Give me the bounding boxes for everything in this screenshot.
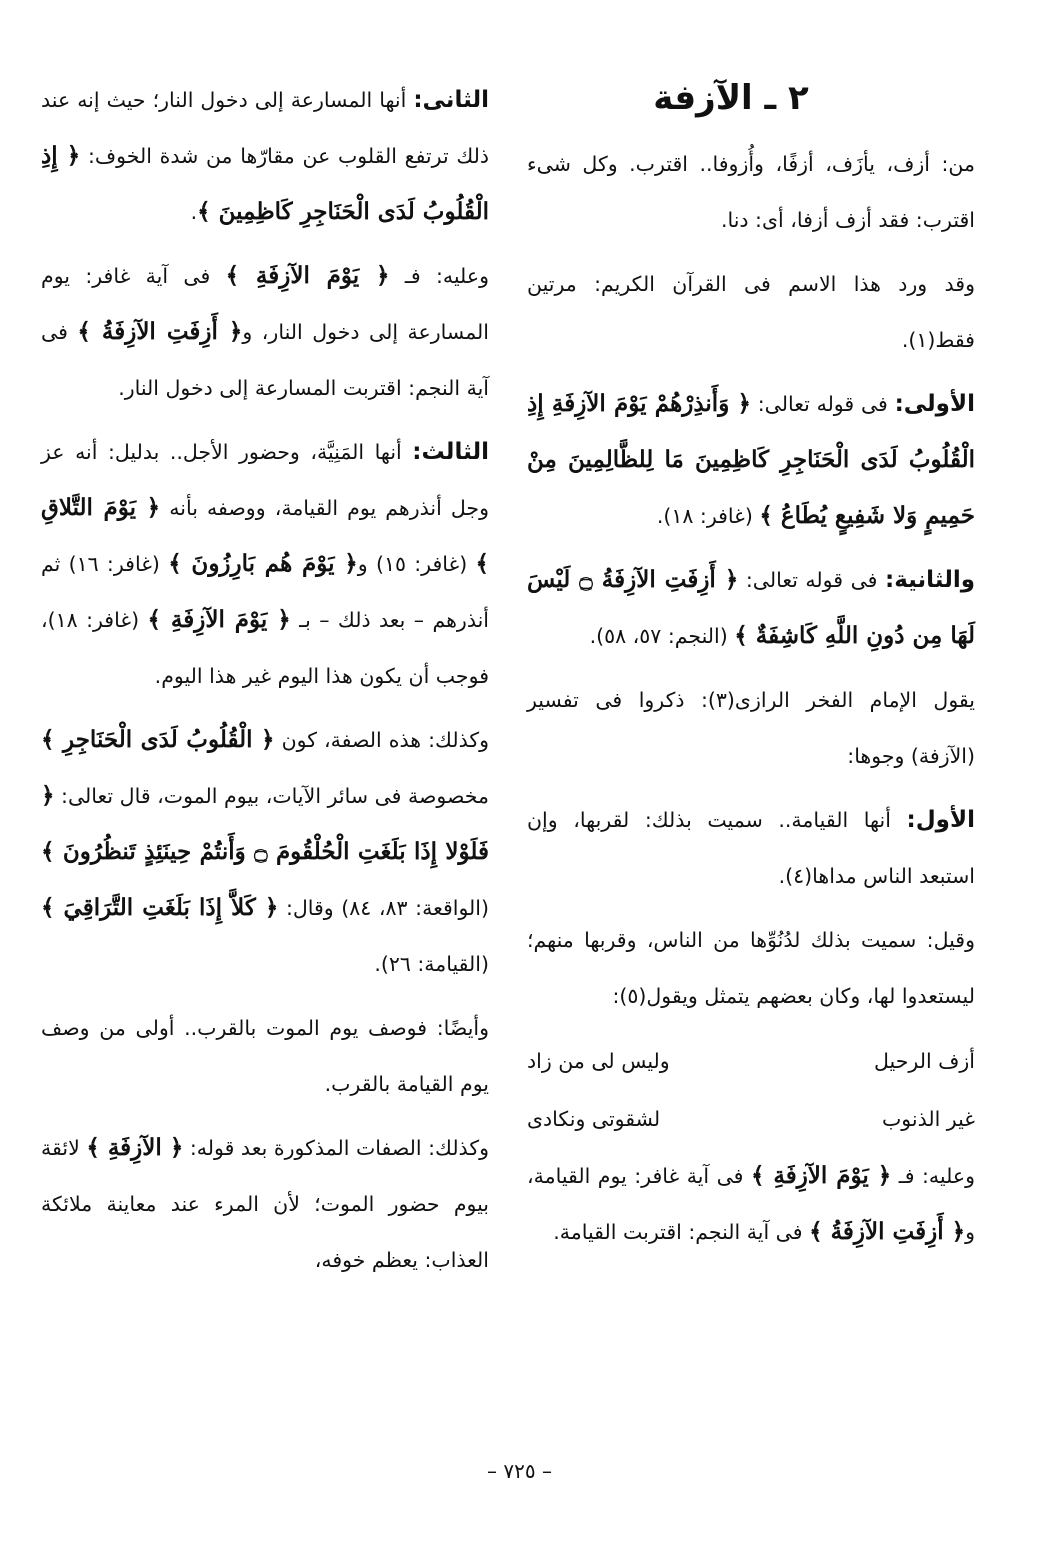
body-text: فى قوله تعالى: — [738, 568, 885, 592]
lead-word: الثالث: — [412, 439, 489, 465]
poem-line-1 — [527, 1032, 975, 1090]
quran-verse: ﴿ إِذِ الْقُلُوبُ لَدَى الْحَنَاجِرِ كَاظِمِينَ ﴾ — [41, 142, 489, 225]
body-text: وعليه: فـ — [389, 264, 489, 288]
paragraph-likewise — [41, 712, 489, 992]
quran-verse: ﴿ أَزِفَتِ الآزِفَةُ ﴾ — [809, 1218, 966, 1245]
body-text: لائقة بيوم حضور الموت؛ لأن المرء عند معاينة ملائكة العذاب: يعظم خوفه، — [41, 1136, 489, 1272]
paragraph-second-verse — [527, 552, 975, 664]
quran-verse: ﴿ يَوْمَ الآزِفَةِ ﴾ — [225, 262, 390, 289]
paragraph-first-verse — [527, 376, 975, 544]
quran-verse: ﴿ الآزِفَةِ ﴾ — [86, 1134, 184, 1161]
paragraph-accordingly — [41, 248, 489, 416]
hemistich: أزف الرحيل — [874, 1049, 975, 1073]
body-text: (غافر: ١٨). — [656, 504, 760, 528]
body-text: أنها المسارعة إلى دخول النار؛ حيث إنه عند ذلك ترتفع القلوب عن مقارّها من شدة الخوف: — [41, 88, 489, 168]
body-text: فى آية النجم: اقتربت المسارعة إلى دخول النار. — [41, 320, 489, 400]
paragraph-razi: يقول الإمام الفخر الرازى(٣): ذكروا فى تفسير (الآزفة) وجوها: — [527, 688, 975, 768]
body-text: (القيامة: ٢٦). — [374, 952, 489, 976]
quran-verse: ﴿ كَلاَّ إِذَا بَلَغَتِ التَّرَاقِيَ ﴾ — [41, 894, 279, 921]
hemistich: غير الذنوب — [881, 1107, 975, 1131]
quran-verse: ﴿ أَزِفَتِ الآزِفَةُ ۝ لَيْسَ لَهَا مِن دُونِ اللَّهِ كَاشِفَةٌ ﴾ — [527, 566, 975, 649]
paragraph-said: وقيل: سميت بذلك لدُنُوِّها من الناس، وقربها منهم؛ ليستعدوا لها، وكان بعضهم يتمثل ويقول(٥): — [527, 928, 975, 1008]
body-text: مخصوصة فى سائر الآيات، بيوم الموت، قال تعالى: — [54, 784, 489, 808]
left-column — [41, 72, 489, 1296]
paragraph-attributes — [41, 1120, 489, 1288]
hemistich: لشقوتى ونكادى — [527, 1107, 661, 1131]
hemistich: وليس لى من زاد — [527, 1049, 670, 1073]
body-text: أنها المَنِيَّة، وحضور الأجل.. بدليل: أنه عز وجل أنذرهم يوم القيامة، ووصفه بأنه — [41, 440, 490, 520]
paragraph-first-meaning — [527, 792, 975, 904]
quran-verse: ﴿ يَوْمَ الآزِفَةِ ﴾ — [750, 1162, 892, 1189]
quran-verse: ﴿ وَأَنذِرْهُمْ يَوْمَ الآزِفَةِ إِذِ الْقُلُوبُ لَدَى الْحَنَاجِرِ كَاظِمِينَ مَا لِلظَّالِمِينَ مِنْ حَمِيمٍ وَلا شَفِيعٍ يُطَاعُ ﴾ — [527, 390, 975, 529]
lead-word: الثانى: — [413, 87, 489, 113]
paragraph-third-meaning — [41, 424, 489, 704]
right-column — [527, 72, 975, 1268]
paragraph-also: وأيضًا: فوصف يوم الموت بالقرب.. أولى من وصف يوم القيامة بالقرب. — [41, 1016, 489, 1096]
body-text: وعليه: فـ — [891, 1164, 975, 1188]
body-text: (غافر: ١٥) و — [357, 552, 476, 576]
page-number: – ٧٢٥ – — [487, 1459, 552, 1483]
poem-line-2 — [527, 1090, 975, 1148]
body-text: فى آية النجم: اقتربت القيامة. — [553, 1220, 810, 1244]
body-text: وكذلك: هذه الصفة، كون — [274, 728, 489, 752]
paragraph-second-meaning — [41, 72, 489, 240]
quran-verse: ﴿ الْقُلُوبُ لَدَى الْحَنَاجِرِ ﴾ — [41, 726, 275, 753]
quran-verse: ﴿ يَوْمَ هُم بَارِزُونَ ﴾ — [168, 550, 358, 577]
lead-word: الأولى: — [894, 391, 975, 417]
body-text: (النجم: ٥٧، ٥٨). — [589, 624, 735, 648]
quran-verse: ﴿ يَوْمَ التَّلاقِ ﴾ — [41, 494, 489, 577]
paragraph-definition: من: أزف، يأزَف، أزفًا، وأُزوفا.. اقترب. وكل شىء اقترب: فقد أزف أزفا، أى: دنا. — [527, 152, 975, 232]
body-text: فى قوله تعالى: — [751, 392, 895, 416]
section-title: ٢ ـ الآزفة — [653, 78, 809, 118]
paragraph-conclusion — [527, 1148, 975, 1260]
body-text: (غافر: ١٨)، فوجب أن يكون هذا اليوم غير هذا اليوم. — [41, 608, 489, 688]
quran-verse: ﴿ يَوْمَ الآزِفَةِ ﴾ — [147, 606, 291, 633]
lead-word: والثانية: — [885, 567, 976, 593]
paragraph-occurrences: وقد ورد هذا الاسم فى القرآن الكريم: مرتين فقط(١). — [527, 272, 975, 352]
body-text: أنها القيامة.. سميت بذلك: لقربها، وإن استبعد الناس مداها(٤). — [527, 808, 975, 888]
body-text: . — [190, 200, 198, 224]
quran-verse: ﴿ أَزِفَتِ الآزِفَةُ ﴾ — [77, 318, 243, 345]
body-text: (الواقعة: ٨٣، ٨٤) وقال: — [278, 896, 489, 920]
body-text: فى آية غافر: يوم القيامة، و — [527, 1164, 975, 1244]
quran-verse: ﴿ فَلَوْلا إِذَا بَلَغَتِ الْحُلْقُومَ ۝ وَأَنتُمْ حِينَئِذٍ تَنظُرُونَ ﴾ — [41, 782, 489, 865]
body-text: (غافر: ١٦) ثم أنذرهم – بعد ذلك – بـ — [41, 552, 489, 632]
body-text: وكذلك: الصفات المذكورة بعد قوله: — [183, 1136, 489, 1160]
lead-word: الأول: — [906, 807, 975, 833]
body-text: فى آية غافر: يوم المسارعة إلى دخول النار، و — [41, 264, 489, 344]
